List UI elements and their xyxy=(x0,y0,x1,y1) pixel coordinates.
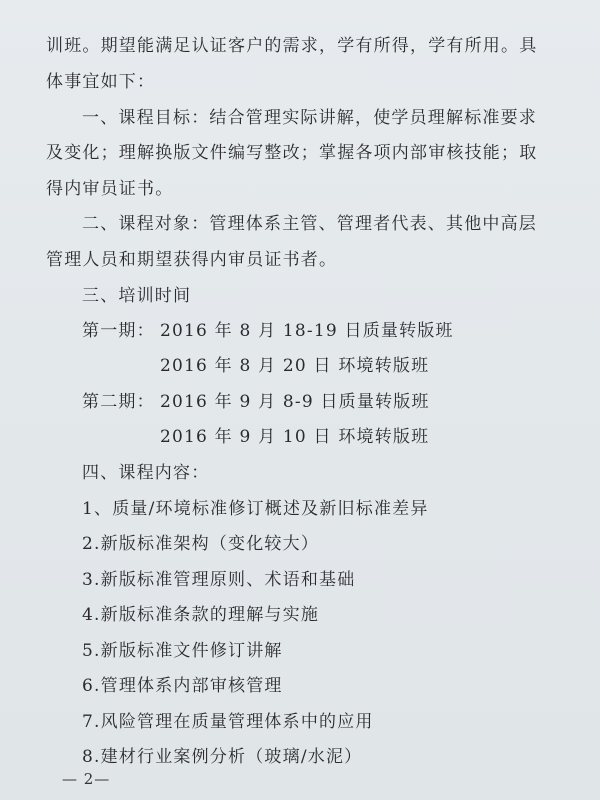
content-item: 6.管理体系内部审核管理 xyxy=(82,676,283,696)
training-time-heading: 三、培训时间 xyxy=(82,286,192,306)
content-item: 2.新版标准架构（变化较大） xyxy=(82,534,320,554)
content-item: 7.风险管理在质量管理体系中的应用 xyxy=(82,712,374,732)
content-item: 4.新版标准条款的理解与实施 xyxy=(82,605,320,625)
period-1-label: 第一期： xyxy=(82,321,155,341)
period-2-environment-class: 2016 年 9 月 10 日 环境转版班 xyxy=(160,427,430,447)
content-item: 8.建材行业案例分析（玻璃/水泥） xyxy=(82,747,363,767)
text-line: 体事宜如下： xyxy=(46,72,156,92)
text-line: 训班。期望能满足认证客户的需求，学有所得，学有所用。具 xyxy=(46,36,538,56)
course-audience-heading: 二、课程对象：管理体系主管、管理者代表、其他中高层 xyxy=(82,214,537,234)
content-item: 3.新版标准管理原则、术语和基础 xyxy=(82,570,356,590)
course-content-heading: 四、课程内容： xyxy=(82,463,210,483)
text-line: 管理人员和期望获得内审员证书者。 xyxy=(46,250,338,270)
content-item: 1、质量/环境标准修订概述及新旧标准差异 xyxy=(82,499,429,519)
period-2-label: 第二期： xyxy=(82,392,155,412)
content-item: 5.新版标准文件修订讲解 xyxy=(82,641,283,661)
course-goal-heading: 一、课程目标：结合管理实际讲解，使学员理解标准要求 xyxy=(82,108,537,128)
page-number: — 2— xyxy=(62,770,111,788)
period-1-environment-class: 2016 年 8 月 20 日 环境转版班 xyxy=(160,356,430,376)
text-line: 及变化；理解换版文件编写整改；掌握各项内部审核技能；取 xyxy=(46,143,538,163)
period-2-quality-class: 2016 年 9 月 8-9 日质量转版班 xyxy=(160,392,430,412)
text-line: 得内审员证书。 xyxy=(46,179,174,199)
period-1-quality-class: 2016 年 8 月 18-19 日质量转版班 xyxy=(160,321,454,341)
